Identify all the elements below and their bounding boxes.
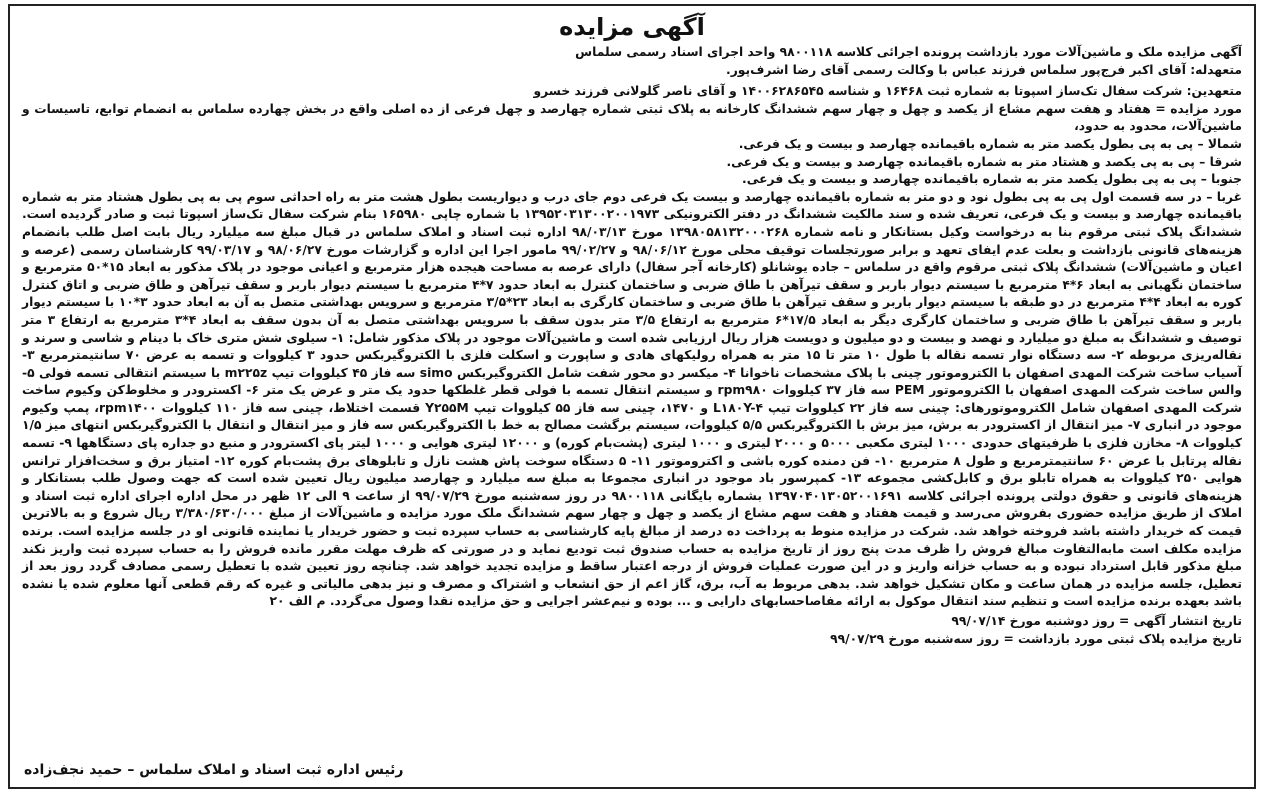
signature: رئیس اداره ثبت اسناد و املاک سلماس – حمید نجف‌زاده: [24, 762, 404, 778]
notice-body: غربا – در سه قسمت اول پی به پی بطول نود و دو متر به شماره باقیمانده چهارصد و بیست یک فرعی دوم جای درب و دیواریست بطول هشت متر به راه احداثی سوم پی به پی بطول هشتاد متر به شماره باقیمانده چهارصد و بیست و یک فرعی، تعریف شده و سند مالکیت ششدانگ در دفتر الکترونیکی ۱۳۹۵۲۰۳۱۳۰۰۲۰۰۱۹۷۳ با شماره چاپی ۱۶۵۹۸۰ بنام شرکت سفال تک‌ساز اسپوتا ثبت و صادر گردیده است. ششدانگ پلاک ثبتی مرقوم بنا به درخواست وکیل بستانکار و نامه شماره ۱۳۹۸۰۵۸۱۳۲۰۰۰۲۶۸ مورخ ۹۸/۰۳/۱۳ اداره ثبت اسناد و املاک سلماس در قبال مبلغ سه میلیارد ریال بابت اصل طلب بانضمام هزینه‌های قانونی بازداشت و بعلت عدم ایفای تعهد و برابر صورتجلسات توقیف محلی مورخ ۹۸/۰۶/۱۲ و ۹۹/۰۲/۲۷ مامور اجرا این اداره و گزارشات مورخ ۹۸/۰۶/۲۷ و ۹۹/۰۳/۱۷ کارشناسان رسمی (عرصه و اعیان و ماشین‌آلات) ششدانگ پلاک ثبتی مرقوم واقع در سلماس – جاده یوشانلو (کارخانه آجر سفال) دارای عرصه به مساحت هیجده هزار مترمربع و اعیانی موجود در پلاک مذکور به ابعاد ۱۵*۵۰ مترمربع و ساختمان نگهبانی به ابعاد ۶*۴ مترمربع با سیستم دیوار باربر و سقف تیرآهن با طاق ضربی و ساختمان کنترل به ابعاد حدود ۷*۴ مترمربع با سیستم دیوار باربر و سقف تیرآهن و طاق ضربی و اتاق کنترل کوره به ابعاد ۴*۴ مترمربع در دو طبقه با سیستم دیوار باربر و سقف تیرآهن با طاق ضربی و ساختمان کارگری به ابعاد ۲۳*۳/۵ مترمربع و سرویس بهداشتی متصل به آن به ابعاد حدود ۳*۱۰ با سیستم دیوار باربر و سقف تیرآهن با طاق ضربی و ساختمان کارگری دیگر به ابعاد ۱۷/۵*۶ مترمربع به ارتفاع ۳/۵ متر بدون سقف با سرویس بهداشتی متصل به آن بدون سقف به ابعاد ۴*۳ مترمربع به ارتفاع ۳ متر توصیف و ششدانگ به مبلغ دو میلیارد و نهصد و بیست و دو میلیون و دویست هزار ریال ارزیابی شده است و ماشین‌آلات موجود در پلاک مذکور شامل: ۱- سیلوی شش متری خاک با دینام و شاسی و سرند و نقاله‌ریزی مربوطه ۲- سه دستگاه نوار تسمه نقاله با طول ۱۰ متر تا ۱۵ متر به همراه رولیکهای هادی و ساپورت و اسکلت فلزی با الکتروگیربکس حدود ۳ کیلووات و تسمه به عرض ۷۰ سانتیمترمربع ۳- آسیاب ساخت شرکت المهدی اصفهان با الکتروموتور چینی با پلاک مشخصات ناخوانا ۴- میکسر دو محور شفت شامل الکتروگیربکس simo سه فاز ۴۵ کیلووات تیپ m۲۲۵z با سیستم انتقالی تسمه فولی ۵- والس ساخت شرکت المهدی اصفهان با الکتروموتور PEM سه فاز ۳۷ کیلووات rpm۹۸۰ و سیستم انتقال تسمه با فولی قطر غلطکها حدود یک متر و عرض یک متر ۶- اکسترودر و مخلوط‌کن وکیوم ساخت شرکت المهدی اصفهان شامل الکتروموتورهای: چینی سه فاز ۲۲ کیلووات تیپ L۱۸۰Y-۴ و ۱۴۷۰، چینی سه فاز ۵۵ کیلووات تیپ Y۲۵۵M قسمت اختلاط، چینی سه فاز ۱۱۰ کیلووات rpm۱۴۰۰، پمپ وکیوم موجود در انباری ۷- میز انتقال از اکسترودر به برش، میز برش با الکتروگیربکس ۵/۵ کیلووات، سیستم برگشت مصالح به خط با الکتروگیربکس سه فاز و میز انتقال و انتقال با الکتروگیربکس انتهای میز ۱/۵ کیلووات ۸- مخازن فلزی با ظرفیتهای حدودی ۱۰۰۰ لیتری مکعبی ۵۰۰۰ و ۲۰۰۰ لیتری و ۱۰۰۰ لیتری (پشت‌بام کوره) و ۱۲۰۰۰ لیتری هوایی و ۱۰۰۰ لیتر پای اکسترودر و منبع دو جداره پای دستگاهها ۹- تسمه نقاله پرتابل با عرض ۶۰ سانتیمترمربع و طول ۸ مترمربع ۱۰- فن دمنده کوره باشی و اکتروموتور ۱۱- ۵ دستگاه سوخت پاش هشت نازل و تابلوهای برق پشت‌بام کوره ۱۲- امتیاز برق و سخت‌افزار ترانس هوایی ۲۵۰ کیلووات به همراه تابلو برق و کابل‌کشی مجموعه ۱۳- کمپرسور باد موجود در انباری مجموعا به مبلغ سه میلیارد و چهارصد میلیون ریال تعیین شده است که جهت وصول طلب بستانکار و هزینه‌های قانونی و حقوق دولتی پرونده اجرائی کلاسه ۱۳۹۷۰۴۰۱۳۰۵۲۰۰۱۶۹۱ بشماره بایگانی ۹۸۰۰۱۱۸ در روز سه‌شنبه مورخ ۹۹/۰۷/۲۹ از ساعت ۹ الی ۱۲ ظهر در محل اداره اجرای اداره ثبت اسناد و املاک از طریق مزایده حضوری بفروش می‌رسد و قیمت هفتاد و هفت سهم مشاع از یکصد و چهل و چهار سهم ششدانگ ملک مورد مزایده و ماشین‌آلات از مبلغ ۳/۳۸۰/۶۳۰/۰۰۰ ریال شروع و به بالاترین قیمت که خریدار داشته باشد فروخته خواهد شد. شرکت در مزایده منوط به پرداخت ده درصد از مبالغ پایه کارشناسی به حساب سپرده ثبت و حضور خریدار یا نماینده قانونی او در جلسه مزایده است. برنده مزایده مکلف است مابه‌التفاوت مبالغ فروش را ظرف مدت پنج روز از تاریخ مزایده به حساب صندوق ثبت تودیع نماید و در صورتی که ظرف مهلت مقرر مانده فروش را به حساب سپرده ثبت واریز نکند مبلغ مذکور قابل استرداد نبوده و به حساب خزانه واریز و در این صورت عملیات فروش از درجه اعتبار ساقط و مزایده تجدید خواهد شد. چنانچه روز تعیین شده با تعطیل رسمی مصادف گردد روز بعد از تعطیل، جلسه مزایده در همان ساعت و مکان تشکیل خواهد شد. بدهی مربوط به آب، برق، گاز اعم از حق انشعاب و اشتراک و مصرف و نیز بدهی مالیاتی و غیره که رقم قطعی آنها معلوم شده یا نشده باشد بعهده برنده مزایده است و تنظیم سند انتقال موکول به ارائه مفاصاحسابهای دارایی و ... بوده و نیم‌عشر اجرایی و حق مزایده نقدا وصول می‌گردد. م الف ۲۰: [22, 189, 1243, 609]
obligors-text: متعهدین: شرکت سفال تک‌ساز اسپوتا به شماره ثبت ۱۶۴۶۸ و شناسه ۱۴۰۰۶۲۸۶۵۴۵ و آقای ناصر گلولانی فرزند خسرو: [533, 84, 1242, 99]
intro-text: آگهی مزایده ملک و ماشین‌آلات مورد بازداشت پرونده اجرائی کلاسه ۹۸۰۰۱۱۸ واحد اجرای اسناد رسمی سلماس: [575, 45, 1242, 59]
boundary-south: جنوبا – پی به پی بطول یکصد متر به شماره باقیمانده چهارصد و بیست و یک فرعی.: [742, 172, 1242, 187]
boundary-north: شمالا – پی به پی بطول یکصد متر به شماره باقیمانده چهارصد و بیست و یک فرعی.: [738, 136, 1242, 151]
notice-title: آگهی مزایده: [559, 13, 705, 41]
auction-date: تاریخ مزایده پلاک ثبتی مورد بازداشت = روز سه‌شنبه مورخ ۹۹/۰۷/۲۹: [830, 631, 1242, 646]
auction-notice: [8, 4, 1256, 789]
dates-block: [22, 613, 1242, 648]
boundary-east: شرقا – پی به پی یکصد و هشتاد متر به شماره باقیمانده چهارصد و بیست و یک فرعی.: [726, 154, 1242, 169]
creditor-text: متعهدله: آقای اکبر فرج‌پور سلماس فرزند عباس با وکالت رسمی آقای رضا اشرف‌پور.: [726, 62, 1242, 77]
publish-date: تاریخ انتشار آگهی = روز دوشنبه مورخ ۹۹/۰۷/۱۴: [951, 614, 1242, 628]
subject-text: مورد مزایده = هفتاد و هفت سهم مشاع از یکصد و چهل و چهار سهم ششدانگ کارخانه به پلاک ثبتی شماره چهارصد و چهل فرعی از ده اصلی واقع در بخش چهارده سلماس به انضمام توابع، تاسیسات و ماشین‌آلات، محدود به حدود،: [22, 101, 1242, 134]
